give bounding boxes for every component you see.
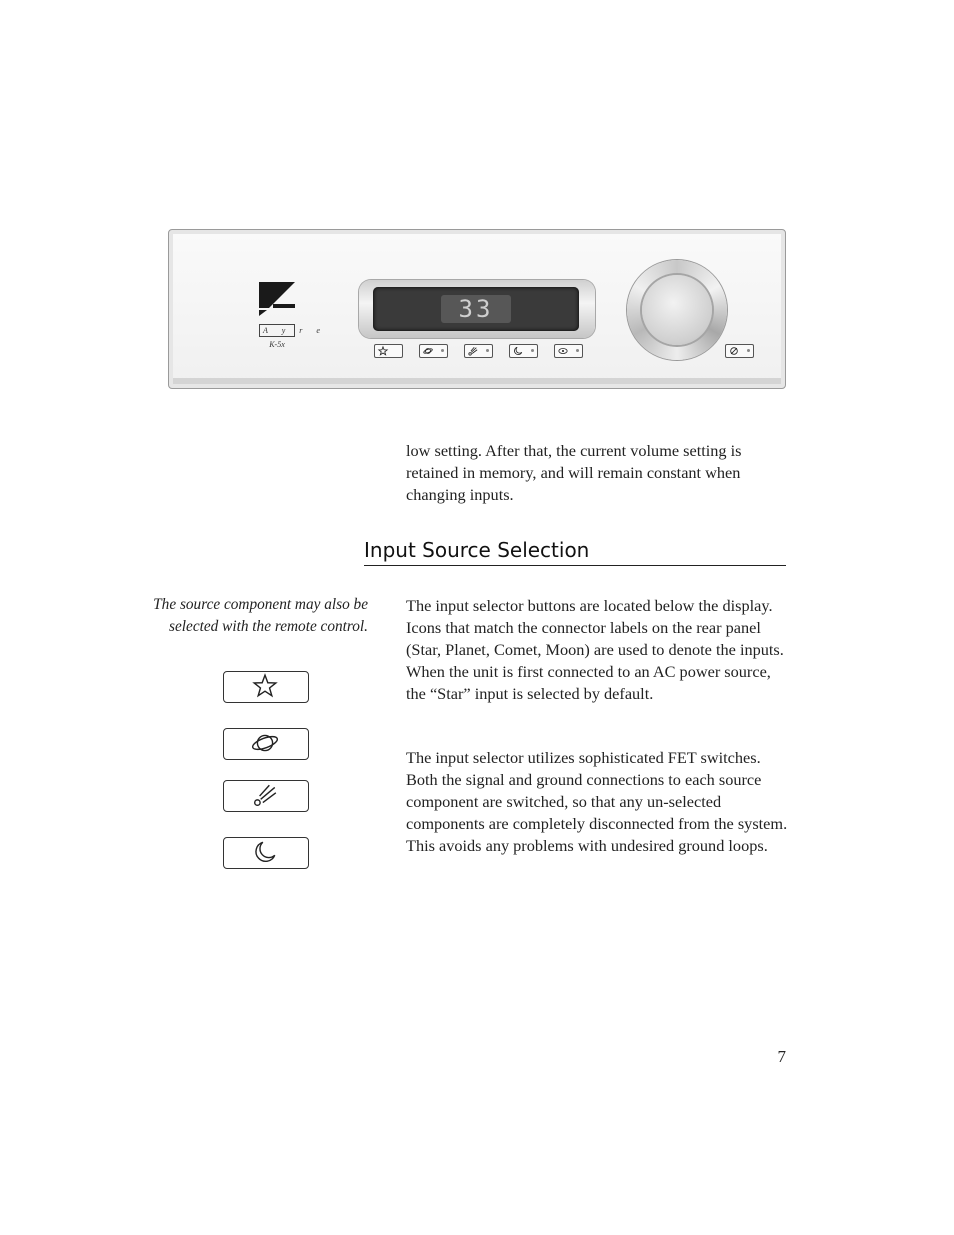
margin-note: The source component may also be selected with the remote control. bbox=[153, 596, 368, 635]
brand-wordmark: A y r e bbox=[259, 324, 295, 337]
comet-led bbox=[486, 349, 489, 352]
display-window bbox=[373, 287, 579, 331]
panel-comet-button bbox=[464, 344, 493, 358]
panel-planet-button bbox=[419, 344, 448, 358]
panel-eye-button bbox=[554, 344, 583, 358]
standby-icon bbox=[729, 346, 739, 356]
moon-icon bbox=[252, 839, 278, 865]
panel-moon-button bbox=[509, 344, 538, 358]
planet-input-button-illustration bbox=[223, 728, 309, 760]
display-bezel bbox=[359, 280, 595, 338]
planet-led bbox=[441, 349, 444, 352]
page-number: 7 bbox=[777, 1047, 786, 1066]
eye-led bbox=[576, 349, 579, 352]
panel-standby-button bbox=[725, 344, 754, 358]
model-label: K-5x bbox=[269, 340, 285, 349]
comet-icon bbox=[468, 346, 478, 356]
ayre-logo-icon bbox=[259, 282, 295, 316]
front-panel-illustration bbox=[168, 229, 786, 389]
volume-knob-center bbox=[642, 275, 712, 345]
body-paragraph-1: The input selector buttons are located below the display. Icons that match the connector labels on the rear panel (Star, Planet, Comet, Moon) are used to denote the inputs. When the unit is first connected to an AC power source, the “Star” input is selected by default. bbox=[406, 596, 784, 703]
body-paragraph-2: The input selector utilizes sophisticated FET switches. Both the signal and ground connections to each source component are switched, so that any un-selected components are completely disconnected from the system. This avoids any problems with undesired ground loops. bbox=[406, 748, 788, 855]
intro-paragraph: low setting. After that, the current volume setting is retained in memory, and will remain constant when changing inputs. bbox=[406, 441, 742, 504]
standby-led bbox=[747, 349, 750, 352]
planet-icon bbox=[252, 730, 278, 756]
star-input-button-illustration bbox=[223, 671, 309, 703]
comet-input-button-illustration bbox=[223, 780, 309, 812]
moon-input-button-illustration bbox=[223, 837, 309, 869]
moon-led bbox=[531, 349, 534, 352]
star-icon bbox=[378, 346, 388, 356]
moon-icon bbox=[513, 346, 523, 356]
volume-knob bbox=[627, 260, 727, 360]
star-icon bbox=[252, 673, 278, 699]
volume-display: 33 bbox=[441, 295, 511, 323]
section-title: Input Source Selection bbox=[364, 535, 786, 566]
comet-icon bbox=[252, 782, 278, 808]
panel-star-button bbox=[374, 344, 403, 358]
eye-icon bbox=[558, 346, 568, 356]
planet-icon bbox=[423, 346, 433, 356]
